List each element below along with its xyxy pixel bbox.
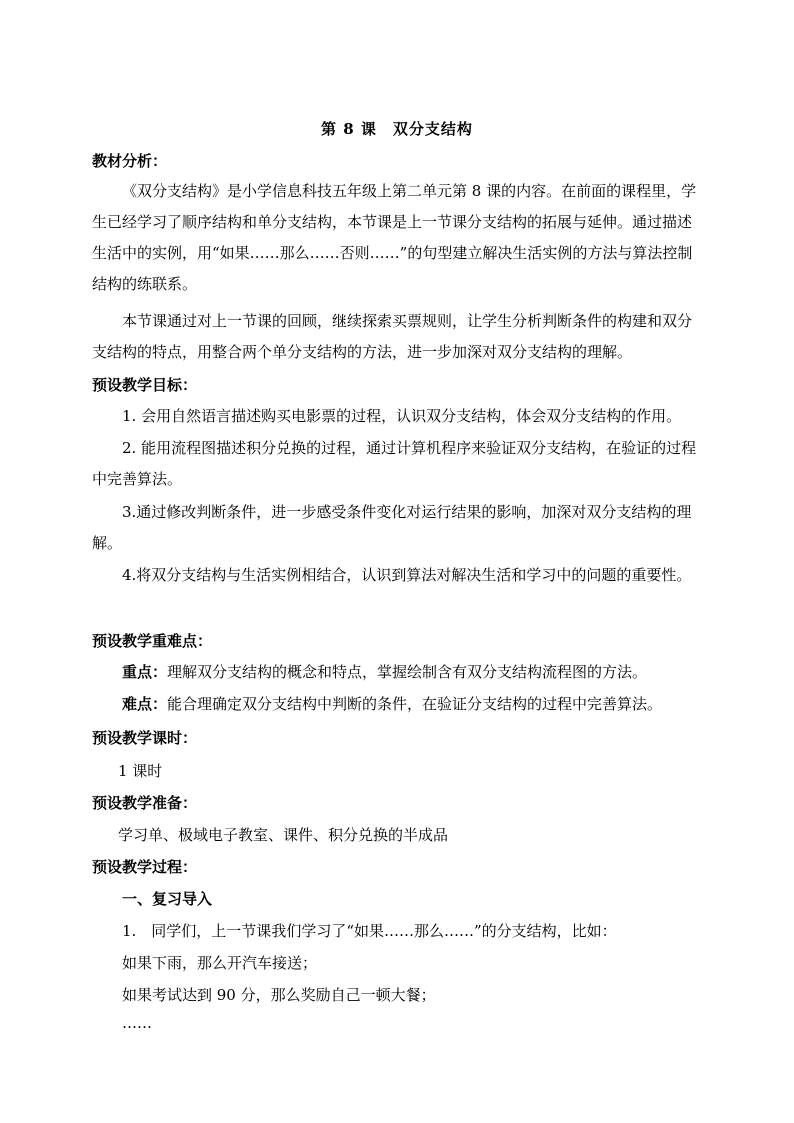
- hours-heading: 预设教学课时：: [92, 729, 198, 747]
- prep-heading: 预设教学准备：: [92, 794, 198, 812]
- step1-line-3: 如果考试达到 90 分，那么奖励自己一顿大餐；: [122, 986, 436, 1004]
- analysis-heading: 教材分析：: [92, 152, 168, 170]
- prep-text: 学习单、极域电子教室、课件、积分兑换的半成品: [118, 826, 449, 844]
- step1-line-4: ……: [122, 1014, 152, 1032]
- goal-item-4: 4.将双分支结构与生活实例相结合，认识到算法对解决生活和学习中的问题的重要性。: [122, 566, 692, 584]
- process-heading: 预设教学过程：: [92, 858, 198, 876]
- keypoints-heading: 预设教学重难点：: [92, 632, 213, 650]
- document-title: 第 8 课 双分支结构: [321, 120, 473, 138]
- goal-item-2: 2. 能用流程图描述积分兑换的过程，通过计算机程序来验证双分支结构，在验证的过程中完善算法。: [92, 439, 697, 488]
- key-point-text: 理解双分支结构的概念和特点，掌握绘制含有双分支结构流程图的方法。: [167, 663, 648, 681]
- goal-item-3: 3.通过修改判断条件，进一步感受条件变化对运行结果的影响，加深对双分支结构的理解。: [92, 503, 692, 552]
- step1-line-2: 如果下雨，那么开汽车接送；: [122, 954, 318, 972]
- key-point-label: 重点：: [122, 663, 168, 681]
- step1-heading: 一、复习导入: [122, 890, 213, 908]
- goal-item-1: 1. 会用自然语言描述购买电影票的过程，认识双分支结构，体会双分支结构的作用。: [122, 407, 682, 425]
- difficult-point-text: 能合理确定双分支结构中判断的条件，在验证分支结构的过程中完善算法。: [167, 695, 663, 713]
- key-point: [122, 661, 647, 682]
- step1-line-1: 1. 同学们，上一节课我们学习了“如果……那么……”的分支结构，比如：: [122, 922, 617, 940]
- difficult-point-label: 难点：: [122, 695, 168, 713]
- difficult-point: [122, 693, 662, 714]
- hours-text: 1 课时: [118, 762, 163, 780]
- analysis-paragraph-1: 《双分支结构》是小学信息科技五年级上第二单元第 8 课的内容。在前面的课程里，学生已经学习了顺序结构和单分支结构，本节课是上一节课分支结构的拓展与延伸。通过描述生活中的实例，用“如果……那么……否则……”的句型建立解决生活实例的方法与算法控制结构的练联系。: [92, 182, 697, 293]
- analysis-paragraph-2: 本节课通过对上一节课的回顾，继续探索买票规则，让学生分析判断条件的构建和双分支结构的特点，用整合两个单分支结构的方法，进一步加深对双分支结构的理解。: [92, 312, 693, 361]
- goals-heading: 预设教学目标：: [92, 376, 198, 394]
